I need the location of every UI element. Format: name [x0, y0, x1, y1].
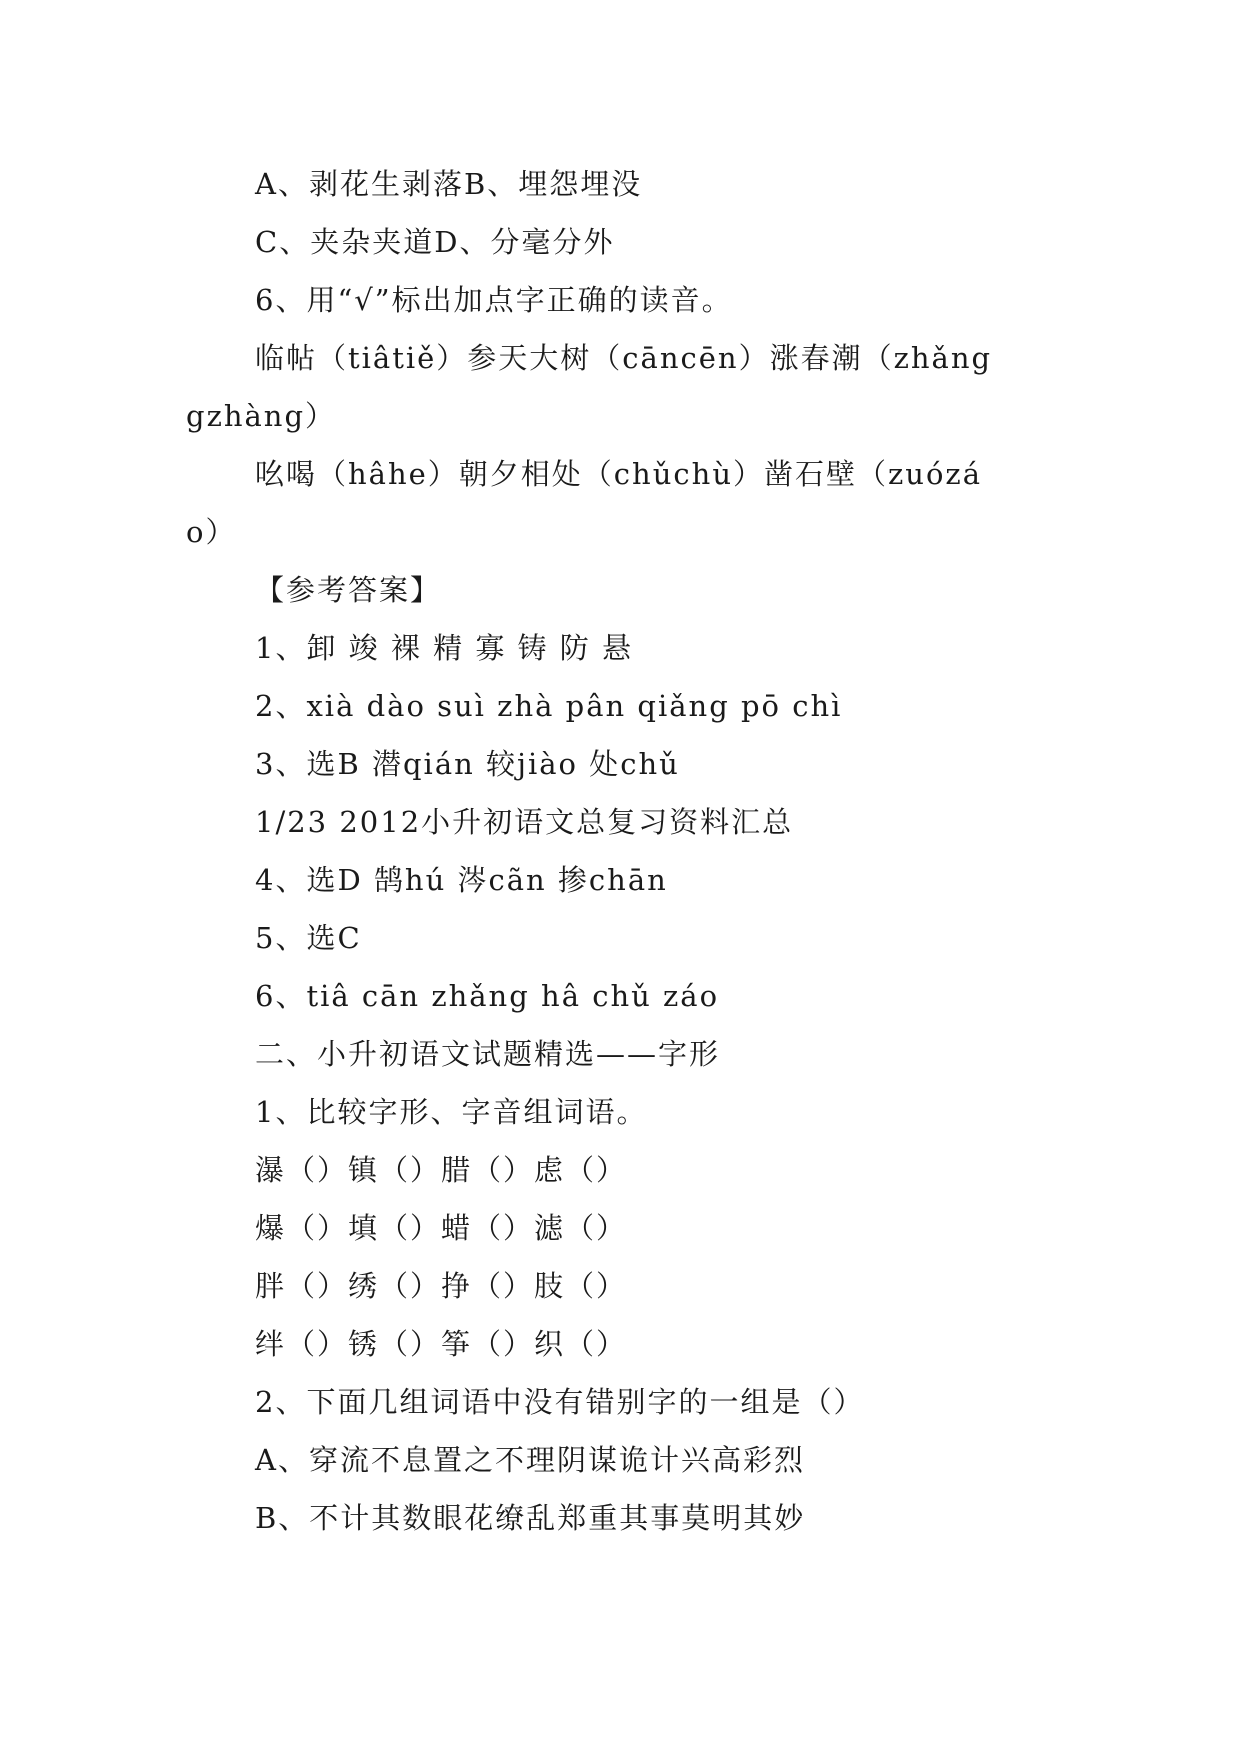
answer-heading: 【参考答案】: [255, 573, 442, 607]
page-footer-title: 1/23 2012小升初语文总复习资料汇总: [255, 805, 794, 839]
question-6-heading: 6、用“√”标出加点字正确的读音。: [255, 283, 733, 317]
question-1-heading: 1、比较字形、字音组词语。: [255, 1095, 648, 1129]
pinyin-line-1: 临帖（tiâtiě）参天大树（cāncēn）涨春潮（zhǎng: [255, 341, 993, 375]
answer-2: 2、xià dào suì zhà pân qiǎng pō chì: [255, 689, 843, 723]
section-2-heading: 二、小升初语文试题精选——字形: [255, 1037, 721, 1071]
char-row-2: 爆（）填（）蜡（）滤（）: [255, 1211, 628, 1245]
answer-1: 1、卸 竣 裸 精 寡 铸 防 悬: [255, 631, 633, 665]
pinyin-line-1-wrap: gzhàng）: [186, 399, 337, 433]
answer-6: 6、tiâ cān zhǎng hâ chǔ záo: [255, 979, 720, 1013]
char-row-1: 瀑（）镇（）腊（）虑（）: [255, 1153, 628, 1187]
answer-4: 4、选D 鹄hú 涔cãn 掺chān: [255, 863, 668, 897]
pinyin-line-2: 吆喝（hâhe）朝夕相处（chǔchù）凿石壁（zuózá: [255, 457, 982, 491]
pinyin-line-2-wrap: o）: [186, 515, 237, 549]
answer-5: 5、选C: [255, 921, 362, 955]
question-2-option-a: A、穿流不息置之不理阴谋诡计兴高彩烈: [255, 1443, 805, 1477]
question-2-heading: 2、下面几组词语中没有错别字的一组是（）: [255, 1385, 865, 1419]
char-row-3: 胖（）绣（）挣（）肢（）: [255, 1269, 628, 1303]
option-a-b-line: A、剥花生剥落B、埋怨埋没: [255, 167, 643, 201]
question-2-option-b: B、不计其数眼花缭乱郑重其事莫明其妙: [255, 1501, 806, 1535]
option-c-d-line: C、夹杂夹道D、分毫分外: [255, 225, 615, 259]
answer-3: 3、选B 潜qián 较jiào 处chǔ: [255, 747, 680, 781]
char-row-4: 绊（）锈（）筝（）织（）: [255, 1327, 628, 1361]
